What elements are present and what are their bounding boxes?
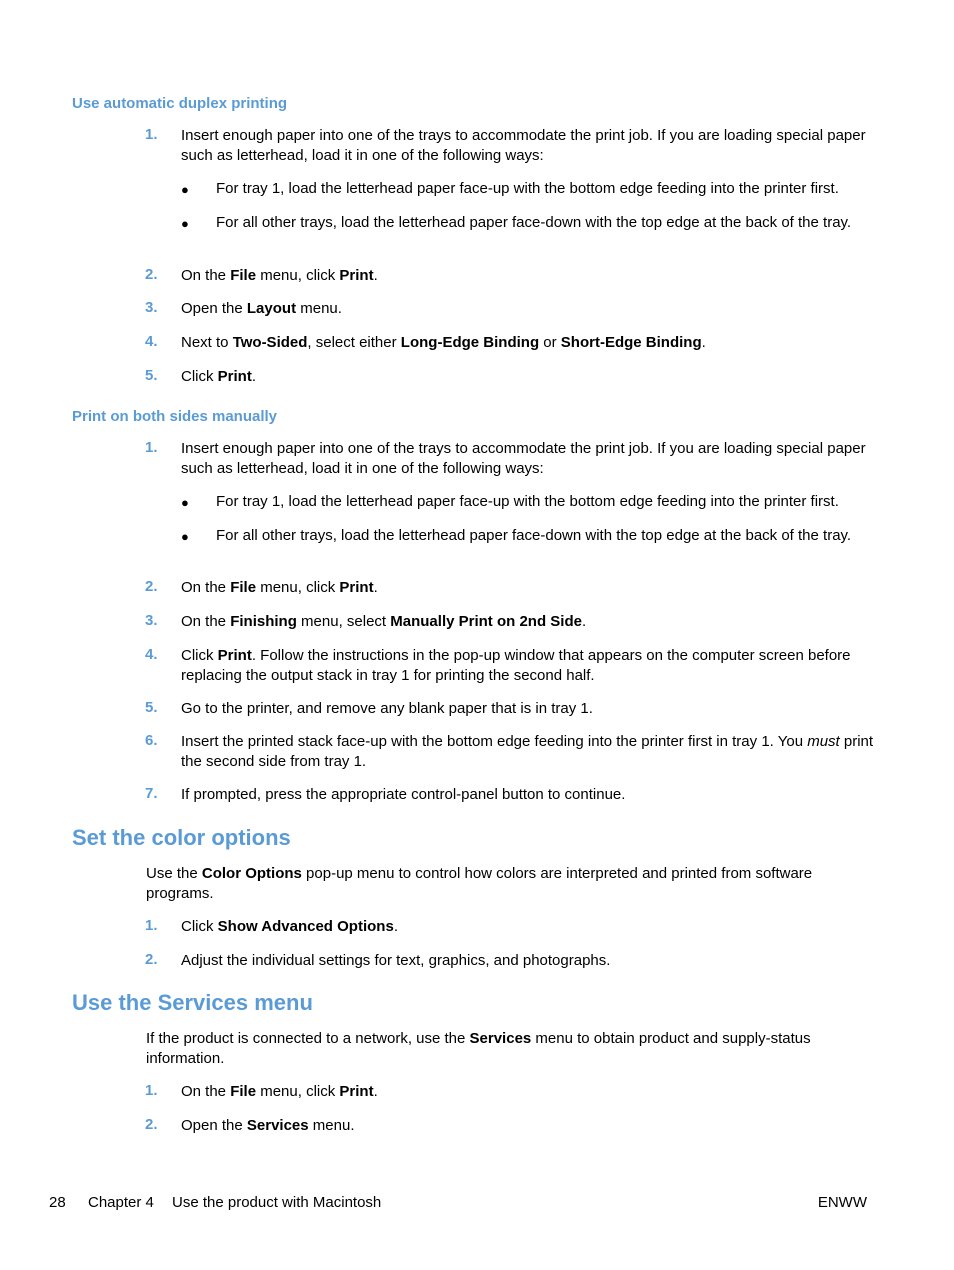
step-number: 1. — [145, 126, 158, 143]
step-number: 6. — [145, 732, 158, 749]
step-number: 5. — [145, 367, 158, 384]
step-text: Click Print. — [181, 368, 257, 385]
page-number: 28 — [49, 1194, 66, 1211]
heading-manual: Print on both sides manually — [72, 408, 278, 425]
step-text: Click Print. Follow the instructions in the pop-up window that appears on the computer screen before replacing the output stack in tray 1 for printing the second half. — [181, 647, 851, 684]
step-text: On the Finishing menu, select Manually Print on 2nd Side. — [181, 613, 587, 630]
step-text: Go to the printer, and remove any blank paper that is in tray 1. — [181, 700, 593, 717]
services-intro: If the product is connected to a network, use the Services menu to obtain product and supply-status information. — [146, 1030, 811, 1067]
step-number: 1. — [145, 439, 158, 456]
color-intro: Use the Color Options pop-up menu to control how colors are interpreted and printed from software programs. — [146, 865, 813, 902]
footer-enww: ENWW — [817, 1194, 867, 1211]
step-number: 4. — [145, 646, 158, 663]
step-number: 2. — [145, 951, 158, 968]
heading-duplex: Use automatic duplex printing — [72, 95, 288, 112]
step-text: Click Show Advanced Options. — [181, 918, 398, 935]
step-number: 3. — [145, 299, 158, 316]
step-text: Open the Services menu. — [181, 1117, 355, 1134]
step-number: 2. — [145, 578, 158, 595]
bullet-icon: ● — [181, 495, 189, 510]
step-text: On the File menu, click Print. — [181, 579, 378, 596]
footer-chapter: Chapter 4 — [88, 1194, 154, 1211]
step-text: Insert enough paper into one of the trays to accommodate the print job. If you are loading special paper such as letterhead, load it in one of the following ways: — [181, 127, 866, 164]
bullet-icon: ● — [181, 182, 189, 197]
step-number: 5. — [145, 699, 158, 716]
step-number: 2. — [145, 266, 158, 283]
step-number: 2. — [145, 1116, 158, 1133]
heading-services-menu: Use the Services menu — [72, 990, 313, 1015]
step-number: 3. — [145, 612, 158, 629]
step-number: 7. — [145, 785, 158, 802]
bullet-icon: ● — [181, 529, 189, 544]
heading-color-options: Set the color options — [72, 825, 291, 850]
bullet-text: For all other trays, load the letterhead paper face-down with the top edge at the back of the tray. — [216, 214, 852, 231]
step-text: Next to Two-Sided, select either Long-Edge Binding or Short-Edge Binding. — [181, 334, 706, 351]
step-text: Open the Layout menu. — [181, 300, 342, 317]
bullet-text: For all other trays, load the letterhead paper face-down with the top edge at the back of the tray. — [216, 527, 852, 544]
step-text: Insert enough paper into one of the trays to accommodate the print job. If you are loading special paper such as letterhead, load it in one of the following ways: — [181, 440, 866, 477]
bullet-text: For tray 1, load the letterhead paper face-up with the bottom edge feeding into the printer first. — [216, 180, 839, 197]
step-number: 4. — [145, 333, 158, 350]
step-number: 1. — [145, 917, 158, 934]
step-text: If prompted, press the appropriate control-panel button to continue. — [181, 786, 626, 803]
step-number: 1. — [145, 1082, 158, 1099]
bullet-text: For tray 1, load the letterhead paper face-up with the bottom edge feeding into the printer first. — [216, 493, 839, 510]
step-text: Insert the printed stack face-up with the bottom edge feeding into the printer first in tray 1. You must print the second side from tray 1. — [181, 733, 874, 770]
step-text: On the File menu, click Print. — [181, 267, 378, 284]
footer-chapter-title: Use the product with Macintosh — [172, 1194, 382, 1211]
step-text: On the File menu, click Print. — [181, 1083, 378, 1100]
step-text: Adjust the individual settings for text, graphics, and photographs. — [181, 952, 611, 969]
bullet-icon: ● — [181, 216, 189, 231]
